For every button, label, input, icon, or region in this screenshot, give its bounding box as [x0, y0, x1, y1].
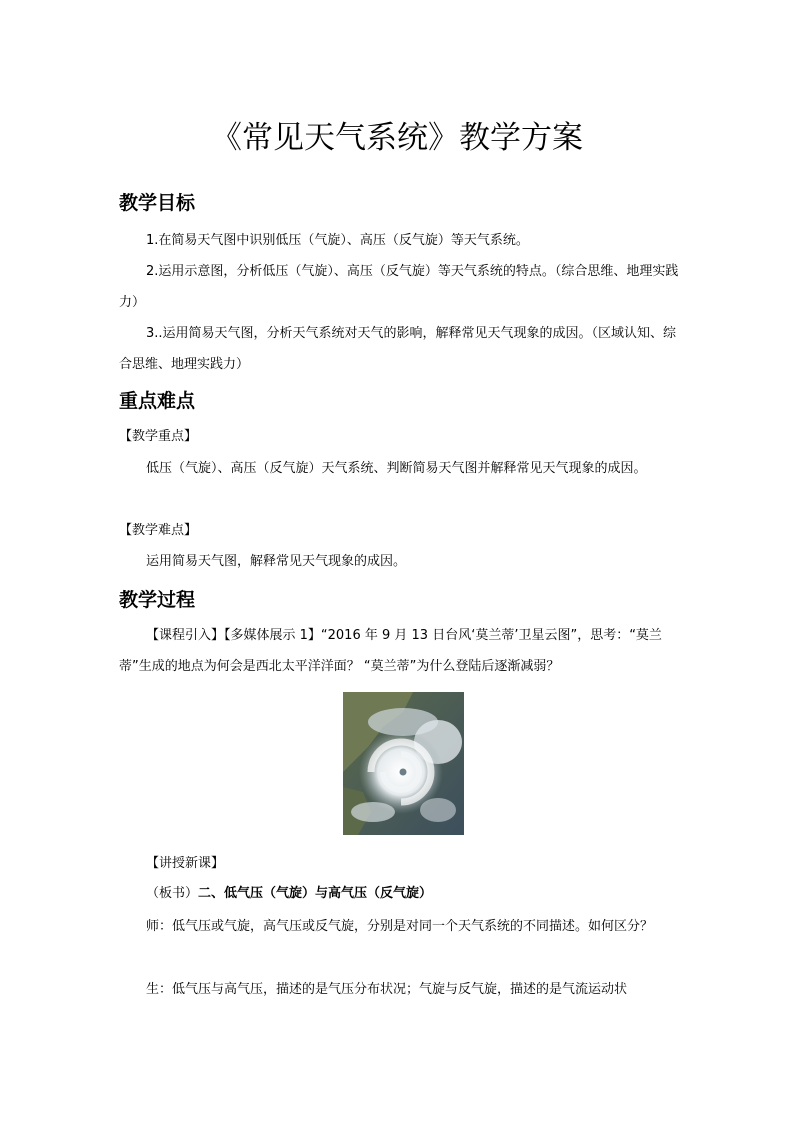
- board-heading: [146, 884, 432, 904]
- lesson-intro: 【课程引入】【多媒体展示 1】“2016 年 9 月 13 日台风‘莫兰蒂’卫星云图”，思考：“莫兰蒂”生成的地点为何会是西北太平洋洋面？ “莫兰蒂”为什么登陆后逐渐减弱？: [119, 628, 662, 674]
- new-lesson-label: 【讲授新课】: [146, 856, 225, 871]
- satellite-cloud-image: [343, 692, 464, 835]
- page-title: 《常见天气系统》教学方案: [211, 120, 583, 156]
- difficulty-label: 【教学难点】: [119, 523, 198, 538]
- focus-label: 【教学重点】: [119, 429, 198, 444]
- objective-item: 3..运用简易天气图，分析天气系统对天气的影响，解释常见天气现象的成因。（区域认知、综合思维、地理实践力）: [119, 326, 677, 372]
- section-heading-key-points: 重点难点: [119, 390, 196, 412]
- objective-item: 2.运用示意图，分析低压（气旋）、高压（反气旋）等天气系统的特点。（综合思维、地理实践力）: [119, 264, 679, 310]
- student-line: 生：低气压与高气压，描述的是气压分布状况；气旋与反气旋，描述的是气流运动状: [146, 982, 628, 997]
- board-title: 二、低气压（气旋）与高气压（反气旋）: [198, 886, 433, 901]
- board-prefix: （板书）: [146, 886, 199, 901]
- focus-text: 低压（气旋）、高压（反气旋）天气系统、判断简易天气图并解释常见天气现象的成因。: [146, 461, 647, 476]
- section-heading-process: 教学过程: [119, 589, 196, 611]
- objective-item: 1.在简易天气图中识别低压（气旋）、高压（反气旋）等天气系统。: [146, 233, 529, 248]
- difficulty-text: 运用简易天气图，解释常见天气现象的成因。: [146, 554, 407, 569]
- teacher-line: 师：低气压或气旋，高气压或反气旋，分别是对同一个天气系统的不同描述。如何区分？: [146, 919, 654, 934]
- typhoon-satellite-image: [343, 692, 464, 835]
- section-heading-objectives: 教学目标: [119, 192, 196, 214]
